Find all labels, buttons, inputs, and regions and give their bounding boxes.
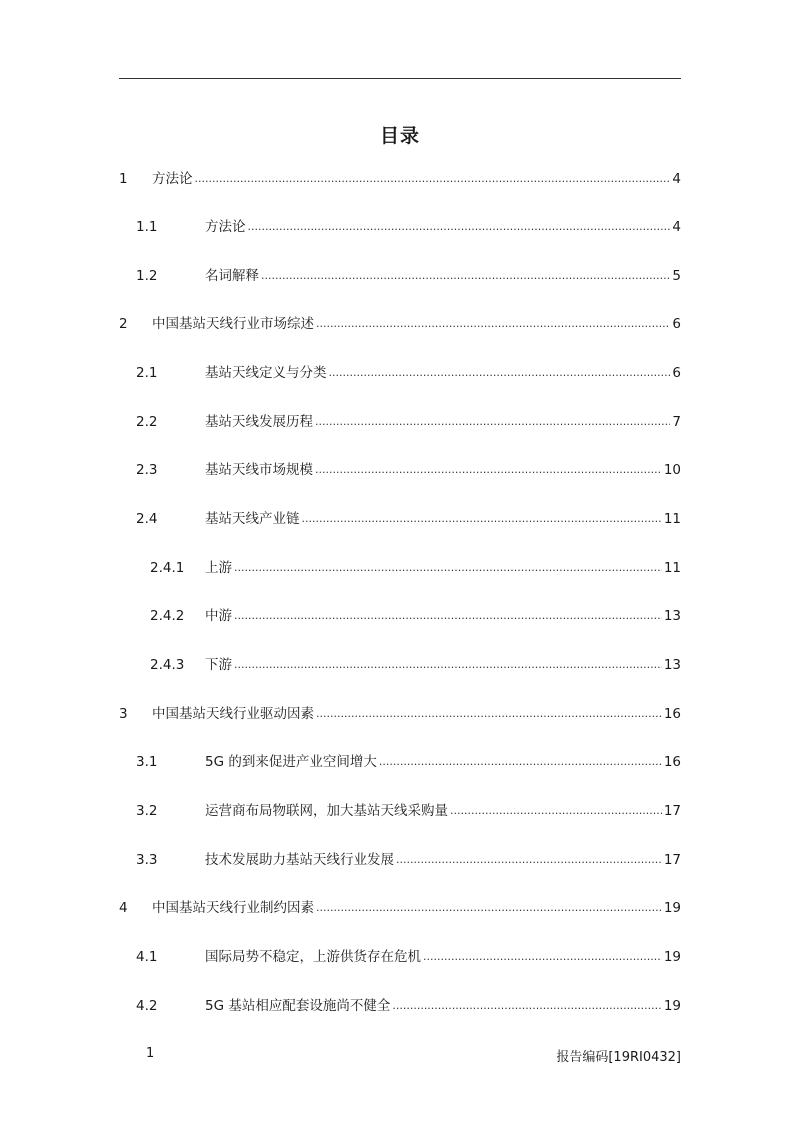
footer-report-code: 报告编码[19RI0432]: [556, 1050, 681, 1065]
toc-page: 4: [672, 219, 681, 235]
header-rule: [119, 78, 681, 79]
toc-page: 6: [672, 365, 681, 381]
toc-page: 4: [672, 171, 681, 187]
toc-number: 1.1: [136, 219, 158, 235]
toc-entry-2-1[interactable]: [119, 360, 681, 382]
toc-page: 19: [663, 998, 681, 1014]
toc-page: 6: [672, 316, 681, 332]
toc-page: 7: [672, 414, 681, 430]
toc-number: 2.1: [136, 365, 158, 381]
toc-title: 名词解释: [205, 268, 259, 284]
toc-entry-2-3[interactable]: [119, 457, 681, 479]
toc-title: 方法论: [152, 171, 193, 187]
toc-title: 中国基站天线行业制约因素: [152, 900, 314, 916]
toc-entry-3-3[interactable]: [119, 847, 681, 869]
toc-leader: [315, 413, 670, 431]
toc-leader: [248, 218, 671, 236]
toc-entry-3[interactable]: [119, 701, 681, 723]
toc-entry-2-4[interactable]: [119, 506, 681, 528]
toc-leader: [234, 607, 662, 625]
toc-number: 4: [119, 900, 128, 916]
toc-leader: [261, 267, 670, 285]
toc-entry-2-4-3[interactable]: [119, 652, 681, 674]
toc-leader: [329, 364, 671, 382]
toc-leader: [195, 170, 671, 188]
toc-page: 17: [663, 803, 681, 819]
toc-number: 3.2: [136, 803, 158, 819]
toc-number: 4.2: [136, 998, 158, 1014]
toc-entry-1-2[interactable]: [119, 263, 681, 285]
toc-page: 19: [663, 949, 681, 965]
toc-leader: [315, 461, 662, 479]
toc-title: 基站天线发展历程: [205, 414, 313, 430]
toc-title: 中游: [205, 608, 232, 624]
toc-page: 11: [663, 560, 681, 576]
toc-number: 2.2: [136, 414, 158, 430]
toc-leader: [379, 753, 662, 771]
toc-page: 13: [663, 608, 681, 624]
toc-title: 国际局势不稳定，上游供货存在危机: [205, 949, 421, 965]
toc-leader: [316, 899, 662, 917]
toc-title: 技术发展助力基站天线行业发展: [205, 852, 394, 868]
toc-leader: [234, 559, 662, 577]
toc-leader: [396, 851, 662, 869]
toc-entry-2-4-1[interactable]: [119, 555, 681, 577]
toc-number: 3.3: [136, 852, 158, 868]
toc-number: 2.3: [136, 462, 158, 478]
toc-title: 5G 基站相应配套设施尚不健全: [205, 998, 391, 1014]
toc-page: 16: [663, 754, 681, 770]
toc-leader: [234, 656, 662, 674]
toc-entry-3-1[interactable]: [119, 749, 681, 771]
toc-entry-2[interactable]: [119, 311, 681, 333]
toc-leader: [302, 510, 662, 528]
toc-leader: [316, 705, 662, 723]
toc-number: 2.4.1: [150, 560, 185, 576]
toc-title: 基站天线市场规模: [205, 462, 313, 478]
toc-page: 16: [663, 706, 681, 722]
toc-leader: [423, 948, 662, 966]
toc-number: 2.4: [136, 511, 158, 527]
toc-number: 4.1: [136, 949, 158, 965]
footer-page-number: 1: [146, 1046, 155, 1061]
toc-entry-4[interactable]: [119, 895, 681, 917]
toc-entry-1[interactable]: [119, 166, 681, 188]
toc-page: 17: [663, 852, 681, 868]
toc-number: 1: [119, 171, 128, 187]
page-title: 目录: [379, 125, 420, 147]
toc-title: 上游: [205, 560, 232, 576]
toc-number: 3: [119, 706, 128, 722]
toc-page: 11: [663, 511, 681, 527]
toc-page: 5: [672, 268, 681, 284]
toc-title: 基站天线产业链: [205, 511, 300, 527]
toc-leader: [450, 802, 662, 820]
toc-title: 中国基站天线行业市场综述: [152, 316, 314, 332]
toc-number: 3.1: [136, 754, 158, 770]
toc-number: 2: [119, 316, 128, 332]
toc-entry-4-2[interactable]: [119, 993, 681, 1015]
toc-entry-2-2[interactable]: [119, 409, 681, 431]
toc-entry-3-2[interactable]: [119, 798, 681, 820]
toc-title: 5G 的到来促进产业空间增大: [205, 754, 377, 770]
toc-title: 下游: [205, 657, 232, 673]
toc-title: 中国基站天线行业驱动因素: [152, 706, 314, 722]
toc-leader: [316, 315, 670, 333]
toc-number: 2.4.3: [150, 657, 185, 673]
toc-entry-1-1[interactable]: [119, 214, 681, 236]
toc-title: 方法论: [205, 219, 246, 235]
toc-title: 运营商布局物联网，加大基站天线采购量: [205, 803, 448, 819]
toc-page: 13: [663, 657, 681, 673]
toc-leader: [392, 997, 661, 1015]
toc-page: 10: [663, 462, 681, 478]
toc-number: 2.4.2: [150, 608, 185, 624]
toc-number: 1.2: [136, 268, 158, 284]
toc-entry-4-1[interactable]: [119, 944, 681, 966]
toc-page: 19: [663, 900, 681, 916]
toc-entry-2-4-2[interactable]: [119, 603, 681, 625]
toc-title: 基站天线定义与分类: [205, 365, 327, 381]
